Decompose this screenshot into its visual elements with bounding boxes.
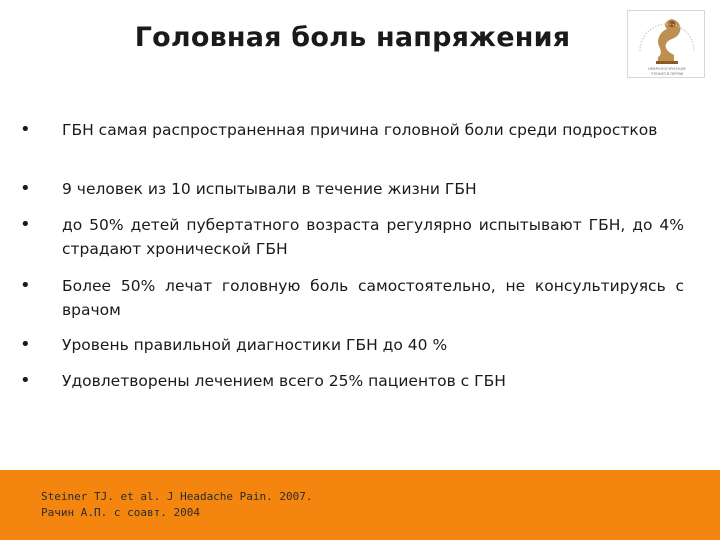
bullet-text: до 50% детей пубертатного возраста регулярно испытывают ГБН, до 4% страдают хронической ГБН: [62, 216, 684, 258]
bullet-text: ГБН самая распространенная причина головной боли среди подростков: [62, 121, 658, 139]
svg-text:ЧТЕНИЯ В ПЕРМИ: ЧТЕНИЯ В ПЕРМИ: [650, 72, 684, 76]
reference-line: Рачин А.П. с соавт. 2004: [41, 506, 200, 519]
bullet-marker: •: [20, 275, 31, 296]
reference-line: Steiner TJ. et al. J Headache Pain. 2007.: [41, 490, 313, 503]
bullet-text: Уровень правильной диагностики ГБН до 40 %: [62, 336, 448, 354]
svg-text:НЕВРОЛОГИЧЕСКИЕ: НЕВРОЛОГИЧЕСКИЕ: [648, 67, 686, 71]
bullet-marker: •: [20, 334, 31, 355]
references-footer: [0, 470, 720, 540]
slide-title: Головная боль напряжения: [134, 22, 571, 53]
bullet-marker: •: [20, 178, 31, 199]
bullet-text: Удовлетворены лечением всего 25% пациентов с ГБН: [62, 372, 506, 390]
bullet-text: Более 50% лечат головную боль самостоятельно, не консультируясь с врачом: [62, 277, 684, 319]
bullet-marker: •: [20, 119, 31, 140]
bullet-marker: •: [20, 370, 31, 391]
bullet-marker: •: [20, 214, 31, 235]
bullet-text: 9 человек из 10 испытывали в течение жизни ГБН: [62, 180, 477, 198]
